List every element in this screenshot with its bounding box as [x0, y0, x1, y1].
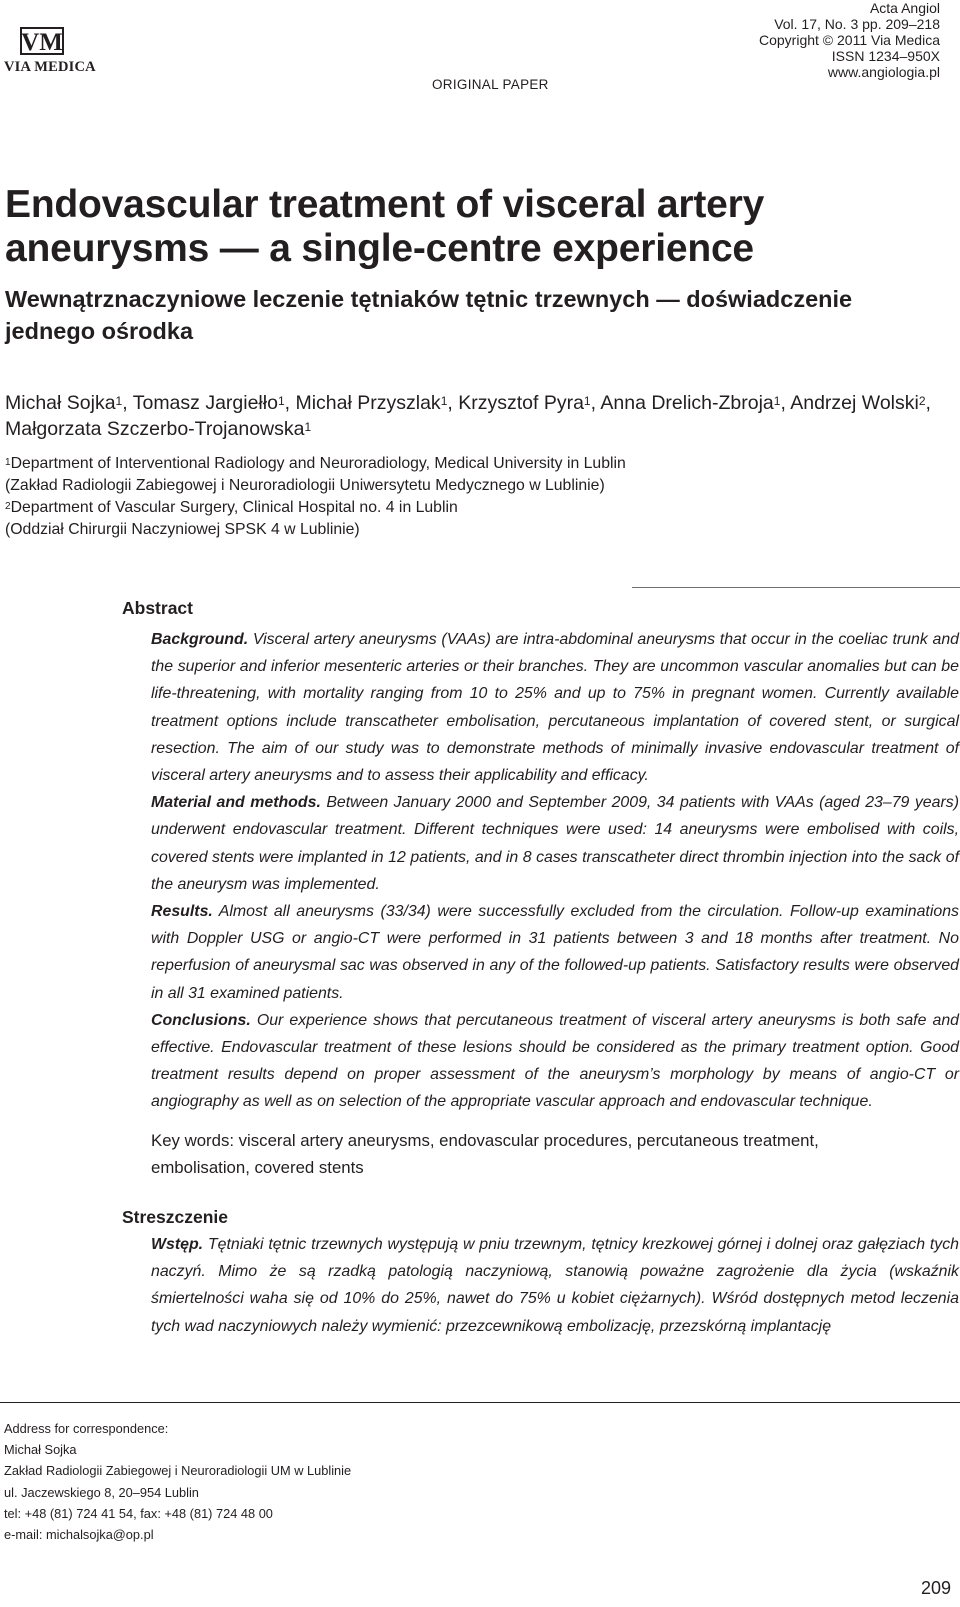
journal-website-link[interactable]: www.angiologia.pl [827, 64, 940, 80]
journal-info [759, 0, 940, 80]
svg-text:VM: VM [21, 29, 63, 56]
vm-logo-mark-icon [4, 26, 64, 58]
abstract-heading: Abstract [122, 598, 193, 618]
affiliations [5, 453, 945, 541]
author: Michał Sojka$^1$, [5, 392, 133, 414]
streszczenie-heading: Streszczenie [122, 1207, 229, 1227]
via-medica-logo [4, 26, 106, 76]
correspondence-name: Michał Sojka [4, 1442, 77, 1458]
author: Małgorzata Szczerbo-Trojanowska$^1$ [5, 418, 312, 440]
author: Krzysztof Pyra$^1$, [458, 392, 601, 414]
abstract-body [151, 626, 959, 1116]
abstract-methods: Material and methods. Between January 2000 and September 2009, 34 patients with VAAs (aged 23–79 years) underwent endovascular treatment. Different techniques were used: 14 aneurysms were embolised with coils, covered stents were implanted in 12 patients, and in 8 cases transcatheter direct thrombin injection into the sack of the aneurysm was implemented. [151, 794, 959, 893]
journal-issn: ISSN 1234–950X [831, 48, 940, 64]
author: Tomasz Jargiełło$^1$, [132, 392, 296, 414]
affiliation-1: $^1$Department of Interventional Radiology and Neuroradiology, Medical University in Lublin [5, 455, 626, 472]
abstract-conclusions: Conclusions. Our experience shows that percutaneous treatment of visceral artery aneurysms is both safe and effective. Endovascular treatment of these lesions should be considered as the primary treatment option. Good treatment results depend on proper assessment of the aneurysm’s morphology by means of angio-CT or angiography as well as on selection of the appropriate vascular approach and endovascular technique. [151, 1011, 959, 1111]
author-list [5, 390, 945, 442]
footer-divider [0, 1402, 960, 1403]
article-title: Endovascular treatment of visceral artery aneurysms — a single-centre experience [5, 183, 765, 270]
abstract-background: Background. Visceral artery aneurysms (VAAs) are intra-abdominal aneurysms that occur in the coeliac trunk and the superior and inferior mesenteric arteries or their branches. They are uncommon vascular anomalies but can be life-threatening, with mortality ranging from 10 to 25% and up to 75% in pregnant women. Currently available treatment options include transcatheter embolisation, percutaneous implantation of covered stent, or surgical resection. The aim of our study was to demonstrate methods of minimally invasive endovascular treatment of visceral artery aneurysms and to assess their applicability and efficacy. [151, 631, 959, 785]
streszczenie-wstep: Wstęp. Tętniaki tętnic trzewnych występują w pniu trzewnym, tętnicy krezkowej górnej i dolnej oraz gałęziach tych naczyń. Mimo że są rzadką patologią naczyniową, stanowią poważne zagrożenie dla życia (wskaźnik śmiertelności waha się od 10% do 25%, nawet do 75% u kobiet ciężarnych). Wśród dostępnych metod leczenia tych wad naczyniowych należy wymienić: przezcewnikową embolizację, przezskórną implantację [151, 1236, 959, 1335]
article-subtitle: Wewnątrznaczyniowe leczenie tętniaków tętnic trzewnych — doświadczenie jednego ośrodka [5, 286, 853, 344]
logo-text: VIA MEDICA [4, 59, 96, 75]
author: Michał Przyszlak$^1$, [295, 392, 459, 414]
journal-copyright: Copyright © 2011 Via Medica [758, 32, 940, 48]
abstract-results: Results. Almost all aneurysms (33/34) were successfully excluded from the circulation. Follow-up examinations with Doppler USG or angio-CT were performed in 31 patients between 3 and 18 months after treatment. No reperfusion of aneurysmal sac was observed in any of the followed-up patients. Satisfactory results were observed in all 31 examined patients. [151, 903, 959, 1002]
key-words: Key words: visceral artery aneurysms, endovascular procedures, percutaneous treatment, embolisation, covered stents [151, 1131, 819, 1177]
journal-name: Acta Angiol [869, 0, 940, 16]
author: Anna Drelich-Zbroja$^1$, [600, 392, 791, 414]
correspondence-institution: Zakład Radiologii Zabiegowej i Neuroradiologii UM w Lublinie [4, 1463, 352, 1479]
correspondence-address [4, 1418, 351, 1545]
affiliation-2: $^2$Department of Vascular Surgery, Clinical Hospital no. 4 in Lublin [5, 499, 458, 516]
correspondence-heading: Address for correspondence: [4, 1421, 169, 1436]
affiliation-1-local: (Zakład Radiologii Zabiegowej i Neuroradiologii Uniwersytetu Medycznego w Lublinie) [5, 477, 605, 494]
section-divider [632, 587, 960, 588]
journal-volume: Vol. 17, No. 3 pp. 209–218 [774, 16, 940, 32]
correspondence-phone: tel: +48 (81) 724 41 54, fax: +48 (81) 724 48 00 [4, 1505, 273, 1521]
author: Andrzej Wolski$^2$, [790, 392, 931, 414]
page-number: 209 [920, 1578, 951, 1598]
streszczenie-body [151, 1231, 959, 1340]
correspondence-email-link[interactable]: e-mail: michalsojka@op.pl [4, 1527, 154, 1543]
paper-type: ORIGINAL PAPER [432, 77, 549, 92]
affiliation-2-local: (Oddział Chirurgii Naczyniowej SPSK 4 w Lublinie) [5, 521, 360, 538]
correspondence-street: ul. Jaczewskiego 8, 20–954 Lublin [4, 1484, 199, 1500]
